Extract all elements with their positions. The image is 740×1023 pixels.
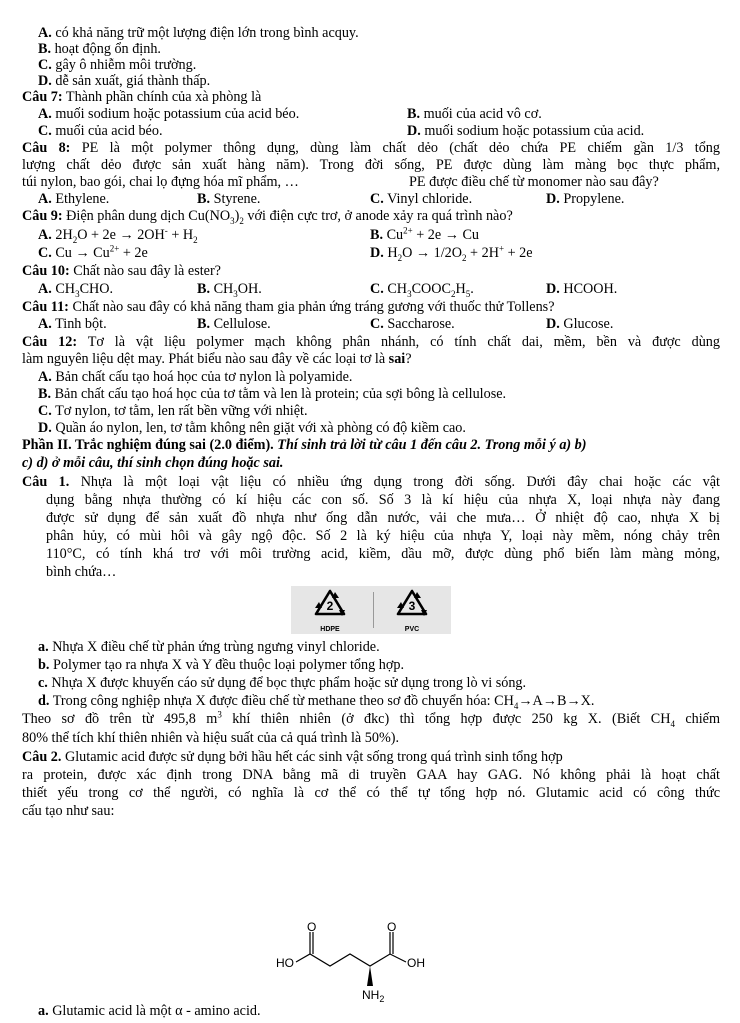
hydroxyl-left: HO bbox=[276, 956, 294, 970]
part2-heading: Phần II. Trắc nghiệm đúng sai (2.0 điểm). Thí sinh trả lời từ câu 1 đến câu 2. Trong mỗi ý a) b) bbox=[22, 437, 587, 453]
q7-option-c: C. muối của acid béo. bbox=[38, 123, 163, 139]
p2q1-line-5: 110°C, có tính khá trơ với môi trường acid, kiềm, dầu mỡ, được dùng phổ biến làm màng mỏng, bbox=[46, 546, 720, 562]
q12-option-b: B. Bản chất cấu tạo hoá học của tơ tằm và len là protein; của sợi bông là cellulose. bbox=[38, 386, 507, 402]
q12-line-1: Câu 12: Tơ là vật liệu polymer mạch không phân nhánh, có tính chất dai, mềm, bền và được dùng bbox=[22, 334, 720, 350]
q12-option-c: C. Tơ nylon, tơ tằm, len rất bền vững với nhiệt. bbox=[38, 403, 308, 419]
p2q1-statement-b: b. Polymer tạo ra nhựa X và Y đều thuộc loại polymer tổng hợp. bbox=[38, 657, 404, 673]
recycle-triangle-icon bbox=[305, 588, 355, 620]
symbol-divider bbox=[373, 592, 374, 628]
recycle-triangle-icon bbox=[387, 588, 437, 620]
q8-option-b: B. Styrene. bbox=[197, 191, 261, 207]
q10-option-c: C. $CH_3COOC_2H_5$. bbox=[370, 281, 474, 299]
hdpe-number: 2 bbox=[326, 599, 334, 613]
oxygen-right: O bbox=[387, 922, 397, 934]
q6-option-d: D. dễ sản xuất, giá thành thấp. bbox=[38, 73, 211, 89]
q12-line-2: làm nguyên liệu dệt may. Phát biểu nào sau đây về các loại tơ là sai? bbox=[22, 351, 412, 367]
q12-option-a: A. Bản chất cấu tạo hoá học của tơ nylon là polyamide. bbox=[38, 369, 353, 385]
q7-option-b: B. muối của acid vô cơ. bbox=[407, 106, 542, 122]
recycle-symbol-hdpe bbox=[305, 588, 355, 632]
p2q1-statement-d-line-2: Theo sơ đồ trên từ 495,8 $m^3$ khí thiên nhiên (ở đkc) thì tổng hợp được 250 kg X. (Biết $CH_4$ chiếm bbox=[22, 709, 721, 729]
hydroxyl-right: OH bbox=[407, 956, 425, 970]
p2q1-statement-d: d. Trong công nghiệp nhựa X được điều chế từ methane theo sơ đồ chuyển hóa: $CH_4\to A\to B\to X$. bbox=[38, 693, 595, 711]
q11-stem: Câu 11: Chất nào sau đây có khả năng tham gia phản ứng tráng gương với thuốc thử Tollens? bbox=[22, 299, 555, 315]
q11-option-a: A. Tinh bột. bbox=[38, 316, 107, 332]
q8-option-d: D. Propylene. bbox=[546, 191, 625, 207]
q10-option-d: D. HCOOH. bbox=[546, 281, 618, 297]
q8-line-3b: PE được điều chế từ monomer nào sau đây? bbox=[409, 174, 659, 190]
q6-option-c: C. gây ô nhiễm môi trường. bbox=[38, 57, 197, 73]
q10-stem: Câu 10: Chất nào sau đây là ester? bbox=[22, 263, 221, 279]
q9-option-b: B. $Cu^{2+} + 2e \to Cu$ bbox=[370, 225, 480, 243]
p2q2-statement-a: a. Glutamic acid là một α - amino acid. bbox=[38, 1003, 261, 1019]
q8-option-a: A. Ethylene. bbox=[38, 191, 110, 207]
q8-line-3a: túi nylon, bao gói, chai lọ đựng hóa mĩ phẩm, … bbox=[22, 174, 299, 190]
q10-option-a: A. $CH_3CHO$. bbox=[38, 281, 114, 299]
p2q2-line-1: Câu 2. Glutamic acid được sử dụng bởi hầu hết các sinh vật sống trong quá trình sinh tổng hợp bbox=[22, 749, 563, 765]
q9-stem: Câu 9: Điện phân dung dịch $Cu(NO_3)_2$ với điện cực trơ, ở anode xảy ra quá trình nào? bbox=[22, 208, 513, 226]
pvc-number: 3 bbox=[408, 599, 416, 613]
q8-line-2: lượng chất dẻo được sản xuất hàng năm). Trong đời sống, PE được dùng làm màng bọc thực phẩm, bbox=[22, 157, 720, 173]
oxygen-left: O bbox=[307, 922, 317, 934]
q7-stem: Câu 7: Thành phần chính của xà phòng là bbox=[22, 89, 262, 105]
p2q2-line-4: cấu tạo như sau: bbox=[22, 803, 115, 819]
q7-option-a: A. muối sodium hoặc potassium của acid béo. bbox=[38, 106, 300, 122]
q11-option-b: B. Cellulose. bbox=[197, 316, 271, 332]
q10-option-b: B. $CH_3OH$. bbox=[197, 281, 262, 299]
recycling-symbols bbox=[291, 586, 451, 634]
p2q1-line-1: Câu 1. Nhựa là một loại vật liệu có nhiều ứng dụng trong đời sống. Dưới đây chai hoặc các vật bbox=[22, 474, 721, 490]
q11-option-d: D. Glucose. bbox=[546, 316, 614, 332]
q9-option-a: A. $2H_2O + 2e \to 2OH^- + H_2$ bbox=[38, 225, 198, 245]
p2q2-line-2: ra protein, được xác định trong DNA bằng mã di truyền GAA hay GAG. Nó không phải là hoạt chất bbox=[22, 767, 720, 783]
q11-option-c: C. Saccharose. bbox=[370, 316, 455, 332]
p2q1-statement-c: c. Nhựa X được khuyến cáo sử dụng để bọc thực phẩm hoặc sử dụng trong lò vi sóng. bbox=[38, 675, 527, 691]
glutamic-acid-structure bbox=[268, 922, 468, 1002]
q12-option-d: D. Quần áo nylon, len, tơ tằm không nên giặt với xà phòng có độ kiềm cao. bbox=[38, 420, 466, 436]
q6-option-b: B. hoạt động ổn định. bbox=[38, 41, 161, 57]
p2q2-line-3: thiết yếu trong cơ thể người, có nghĩa là cơ thể có thể tự tổng hợp nó. Glutamic acid có công thức bbox=[22, 785, 720, 801]
p2q1-line-6: bình chứa… bbox=[46, 564, 117, 580]
q8-option-c: C. Vinyl chloride. bbox=[370, 191, 473, 207]
p2q1-statement-a: a. Nhựa X điều chế từ phản ứng trùng ngưng vinyl chloride. bbox=[38, 639, 380, 655]
part2-instruction: c) d) ở mỗi câu, thí sinh chọn đúng hoặc sai. bbox=[22, 455, 284, 471]
recycle-symbol-pvc bbox=[387, 588, 437, 632]
p2q1-line-3: được sử dụng để sản xuất đồ nhựa như ống dẫn nước, vải che mưa… Ở nhiệt độ cao, nhựa X bị bbox=[46, 510, 720, 526]
q8-line-1: Câu 8: PE là một polymer thông dụng, dùng làm chất dẻo (chất dẻo chứa PE chiếm gần 1/3 tổng bbox=[22, 140, 720, 156]
q7-option-d: D. muối sodium hoặc potassium của acid. bbox=[407, 123, 645, 139]
p2q1-line-4: phân hủy, có mùi hôi và gây ngộ độc. Số 2 là ký hiệu của nhựa Y, loại này mềm, nóng chảy trên bbox=[46, 528, 720, 544]
amino-group: $NH_2$ bbox=[362, 988, 385, 1002]
hdpe-label: HDPE bbox=[320, 626, 340, 633]
q9-option-c: C. $Cu \to Cu^{2+} + 2e$ bbox=[38, 243, 148, 261]
q9-option-d: D. $H_2O \to 1/2O_2 + 2H^+ + 2e$ bbox=[370, 243, 533, 263]
p2q1-statement-d-line-3: 80% thể tích khí thiên nhiên và hiệu suất của cả quá trình là 50%). bbox=[22, 730, 400, 746]
pvc-label: PVC bbox=[404, 626, 420, 633]
q6-option-a: A. có khả năng trữ một lượng điện lớn trong bình acquy. bbox=[38, 25, 359, 41]
p2q1-line-2: dụng bằng nhựa thường có kí hiệu các con số. Số 3 là kí hiệu của nhựa X, loại nhựa này đang bbox=[46, 492, 720, 508]
